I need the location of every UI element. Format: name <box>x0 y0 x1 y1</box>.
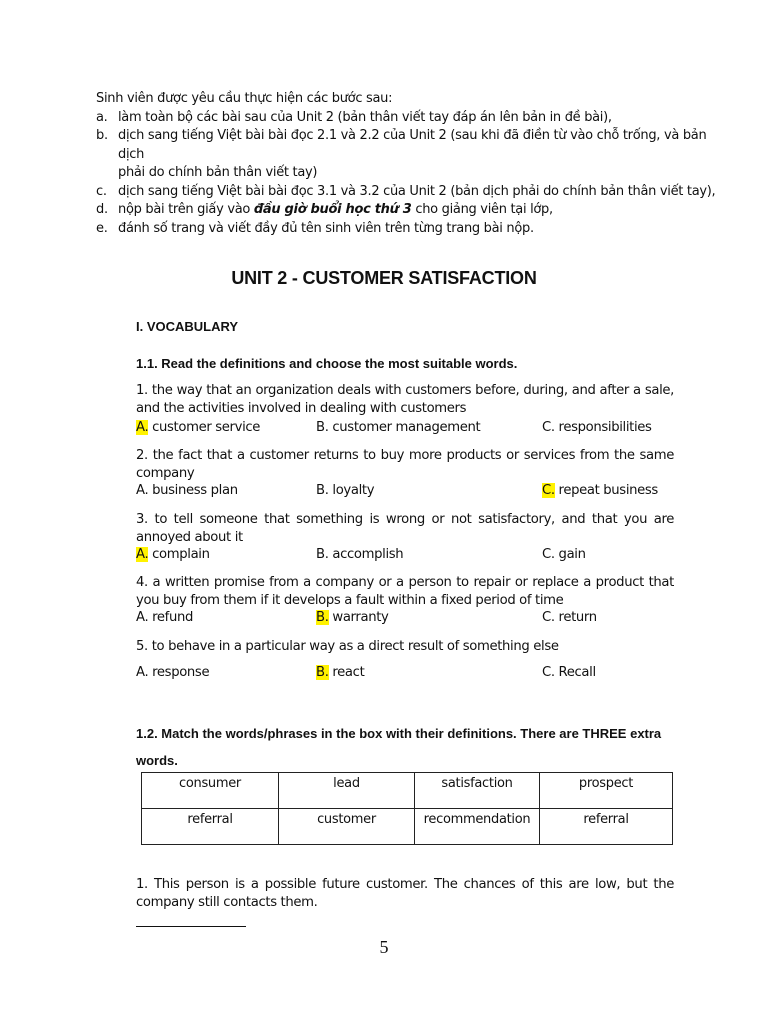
question-4-option-b <box>316 610 388 625</box>
option-text: gain <box>554 547 586 562</box>
question-1-text: 1. the way that an organization deals with customers before, during, and after a sale, and the activities involved in dealing with customers <box>136 383 674 416</box>
instruction-marker: e. <box>96 220 108 236</box>
task-heading-1-1: 1.1. Read the definitions and choose the most suitable words. <box>136 356 518 371</box>
page-number: 5 <box>379 937 389 957</box>
question-1-option-a <box>136 420 260 435</box>
option-letter: A. <box>136 665 149 680</box>
instruction-marker: b. <box>96 128 108 143</box>
word-box-row <box>142 809 673 845</box>
instruction-emphasis: đầu giờ buổi học thứ 3 <box>253 202 412 217</box>
question-5-option-a <box>136 665 209 680</box>
option-text: refund <box>148 610 193 625</box>
answer-highlight: B. <box>316 665 329 680</box>
instruction-text: làm toàn bộ các bài sau của Unit 2 (bản thân viết tay đáp án lên bản in đề bài), <box>118 109 612 125</box>
option-text: warranty <box>328 610 389 625</box>
option-text: business plan <box>148 483 238 498</box>
instruction-item-b <box>96 127 736 164</box>
question-3-text: 3. to tell someone that something is wrong or not satisfactory, and that you are annoyed about it <box>136 512 674 545</box>
instruction-post: cho giảng viên tại lớp, <box>411 202 553 217</box>
instruction-marker: a. <box>96 109 108 125</box>
instruction-marker: c. <box>96 183 107 199</box>
instruction-item-a <box>96 109 736 128</box>
match-question-1: 1. This person is a possible future customer. The chances of this are low, but the company still contacts them. <box>136 877 674 910</box>
task-heading-1-2: 1.2. Match the words/phrases in the box with their definitions. There are THREE extra words. <box>136 726 662 768</box>
question-1-option-c <box>542 420 652 435</box>
question-1-option-b <box>316 420 480 435</box>
answer-blank-line <box>136 920 246 927</box>
section-heading-vocabulary: I. VOCABULARY <box>136 319 239 334</box>
question-4-text: 4. a written promise from a company or a person to repair or replace a product that you buy from them if it develops a fault within a fixed period of time <box>136 575 674 608</box>
question-5-text: 5. to behave in a particular way as a direct result of something else <box>136 639 559 654</box>
word-box-cell: recommendation <box>415 809 540 845</box>
option-text: responsibilities <box>554 420 652 435</box>
answer-highlight: A. <box>136 547 149 562</box>
option-text: customer service <box>148 420 261 435</box>
word-box-cell: lead <box>279 773 415 809</box>
instruction-item-c <box>96 183 736 202</box>
instruction-item-d <box>96 201 736 220</box>
option-letter: A. <box>136 483 149 498</box>
question-3-option-b <box>316 547 403 562</box>
option-letter: B. <box>316 547 329 562</box>
option-text: loyalty <box>328 483 375 498</box>
option-text: Recall <box>554 665 596 680</box>
option-letter: C. <box>542 420 555 435</box>
word-box-cell: referral <box>142 809 279 845</box>
question-5-option-b <box>316 665 364 680</box>
option-text: accomplish <box>328 547 404 562</box>
question-2-option-c <box>542 483 658 498</box>
option-text: return <box>554 610 597 625</box>
answer-highlight: C. <box>542 483 555 498</box>
word-box-cell: referral <box>540 809 673 845</box>
question-3-option-c <box>542 547 586 562</box>
word-box-row <box>142 773 673 809</box>
instruction-marker: d. <box>96 202 108 217</box>
instruction-text <box>118 201 736 220</box>
option-letter: C. <box>542 610 555 625</box>
instruction-text: dịch sang tiếng Việt bài bài đọc 3.1 và 3.2 của Unit 2 (bản dịch phải do chính bản thân viết tay), <box>118 183 716 199</box>
question-4-option-c <box>542 610 597 625</box>
option-text: complain <box>148 547 210 562</box>
answer-highlight: A. <box>136 420 149 435</box>
question-2-option-b <box>316 483 374 498</box>
option-letter: B. <box>316 420 329 435</box>
option-letter: B. <box>316 483 329 498</box>
instruction-continuation: phải do chính bản thân viết tay) <box>118 165 318 180</box>
option-letter: A. <box>136 610 149 625</box>
instructions-intro: Sinh viên được yêu cầu thực hiện các bước sau: <box>96 91 393 106</box>
instruction-text: dịch sang tiếng Việt bài bài đọc 2.1 và 2.2 của Unit 2 (sau khi đã điền từ vào chỗ trống, và bản dịch <box>118 128 707 162</box>
question-2-text: 2. the fact that a customer returns to buy more products or services from the same company <box>136 448 674 481</box>
answer-highlight: B. <box>316 610 329 625</box>
option-letter: C. <box>542 665 555 680</box>
option-text: response <box>148 665 210 680</box>
option-text: repeat business <box>554 483 658 498</box>
question-3-option-a <box>136 547 210 562</box>
unit-title: UNIT 2 - CUSTOMER SATISFACTION <box>231 268 537 288</box>
instruction-pre: nộp bài trên giấy vào <box>118 202 254 217</box>
word-box-cell: satisfaction <box>415 773 540 809</box>
word-box-cell: consumer <box>142 773 279 809</box>
question-2-option-a <box>136 483 238 498</box>
option-letter: C. <box>542 547 555 562</box>
word-box-cell: customer <box>279 809 415 845</box>
word-box-cell: prospect <box>540 773 673 809</box>
instruction-item-e <box>96 220 736 239</box>
question-4-option-a <box>136 610 193 625</box>
instructions-block <box>96 90 736 238</box>
option-text: customer management <box>328 420 481 435</box>
question-5-option-c <box>542 665 596 680</box>
instruction-text: đánh số trang và viết đầy đủ tên sinh viên trên từng trang bài nộp. <box>118 220 534 236</box>
word-box-table <box>141 772 673 845</box>
option-text: react <box>328 665 365 680</box>
